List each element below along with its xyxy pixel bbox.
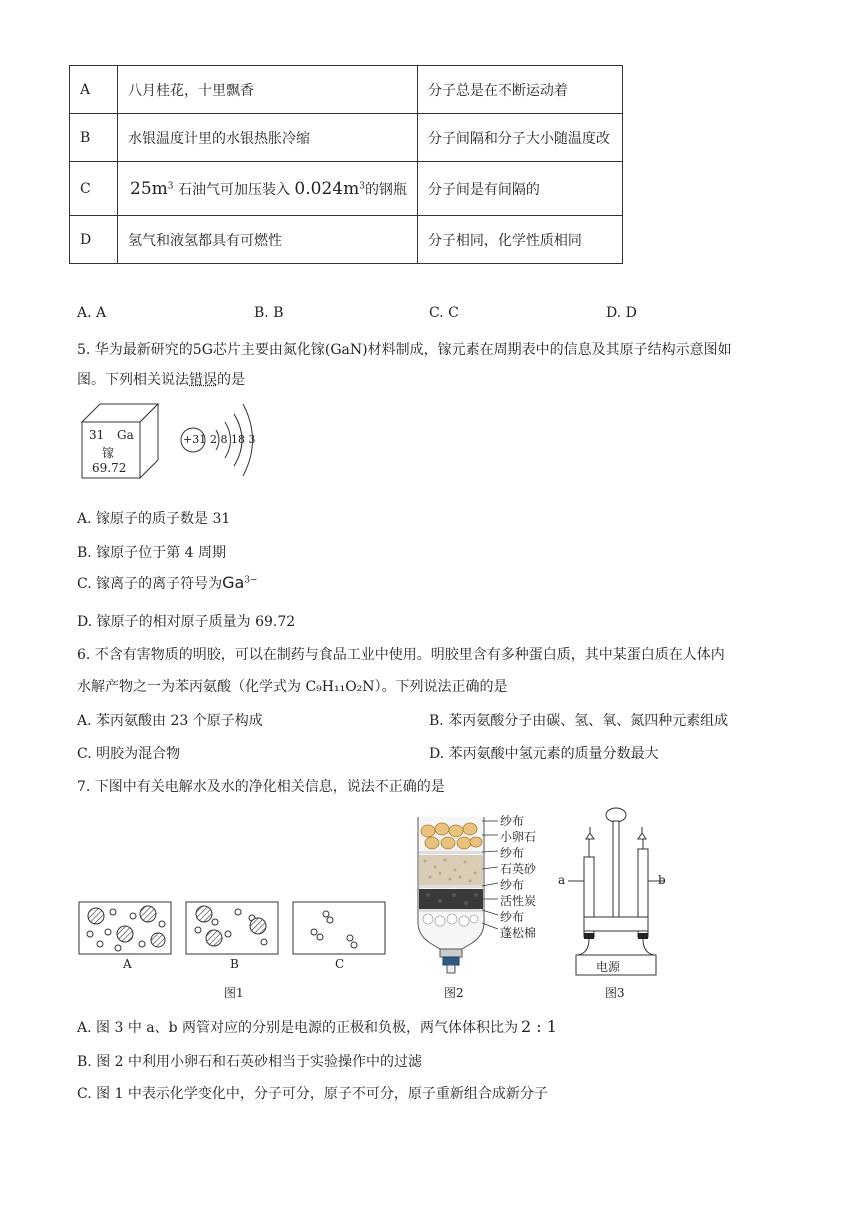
q7-option-b[interactable]: B. 图 2 中利用小卵石和石英砂相当于实验操作中的过滤: [77, 1054, 422, 1070]
figure1-label-a: A: [123, 957, 132, 971]
q7-stem: 7. 下图中有关电解水及水的净化相关信息，说法不正确的是: [77, 779, 445, 795]
row-explanation: 分子间是有间隔的: [417, 162, 622, 216]
q5-option-a[interactable]: A. 镓原子的质子数是 31: [77, 511, 231, 527]
q4-option-b[interactable]: B. B: [254, 305, 284, 321]
row-key: D: [70, 216, 118, 264]
row-phenomenon: 水银温度计里的水银热胀冷缩: [118, 114, 418, 162]
element-number: 31: [89, 428, 105, 442]
figure3-label-b: b: [658, 873, 666, 887]
row-phenomenon: 氢气和液氢都具有可燃性: [118, 216, 418, 264]
figure1-label-b: B: [230, 957, 239, 971]
atom-nucleus: +31: [183, 433, 207, 446]
table-row: [70, 216, 623, 264]
row-key: A: [70, 66, 118, 114]
q4-option-c[interactable]: C. C: [429, 305, 459, 321]
q5-option-c[interactable]: C. 镓离子的离子符号为$Ga^{3-}$: [77, 573, 258, 592]
table-row: [70, 66, 623, 114]
element-symbol: Ga: [117, 428, 134, 442]
q7-option-a[interactable]: A. 图 3 中 a、b 两管对应的分别是电源的正极和负极，两气体体积比为 2 : 1: [77, 1017, 557, 1036]
q6-option-c[interactable]: C. 明胶为混合物: [77, 746, 181, 762]
emphasis-text: 错误: [189, 372, 217, 388]
q7-option-c[interactable]: C. 图 1 中表示化学变化中，分子可分，原子不可分，原子重新组合成新分子: [77, 1086, 548, 1102]
row-explanation: 分子相同，化学性质相同: [417, 216, 622, 264]
row-key: C: [70, 162, 118, 216]
figure2-caption: 图2: [444, 986, 464, 1000]
q4-option-a[interactable]: A. A: [77, 305, 107, 321]
q6-stem-line1: 6. 不含有害物质的明胶，可以在制药与食品工业中使用。明胶里含有多种蛋白质，其中某蛋白质在人体内: [77, 647, 725, 663]
table-row: [70, 162, 623, 216]
figure1-molecules: [78, 900, 388, 956]
figure2-water-filter: [410, 815, 500, 975]
atom-shells: 2 8 18 3: [210, 433, 256, 446]
row-explanation: 分子间隔和分子大小随温度改: [417, 114, 622, 162]
figure1-label-c: C: [335, 957, 345, 971]
q5-option-b[interactable]: B. 镓原子位于第 4 周期: [77, 545, 226, 561]
answer-table: [69, 65, 623, 264]
q5-stem-line1: 5. 华为最新研究的5G芯片主要由氮化镓(GaN)材料制成，镓元素在周期表中的信息及其原子结构示意图如: [77, 342, 732, 358]
table-row: [70, 114, 623, 162]
figure3-electrolysis: [568, 805, 668, 977]
figure3-caption: 图3: [605, 986, 625, 1000]
row-key: B: [70, 114, 118, 162]
q6-option-b[interactable]: B. 苯丙氨酸分子由碳、氢、氧、氮四种元素组成: [429, 713, 729, 729]
row-explanation: 分子总是在不断运动着: [417, 66, 622, 114]
row-phenomenon: $25m^3$ 石油气可加压装入 $0.024m^3$的钢瓶: [118, 162, 418, 216]
figure1-caption: 图1: [224, 986, 244, 1000]
q6-option-a[interactable]: A. 苯丙氨酸由 23 个原子构成: [77, 713, 263, 729]
row-phenomenon: 八月桂花，十里飘香: [118, 66, 418, 114]
q6-stem-line2: 水解产物之一为苯丙氨酸（化学式为 C₉H₁₁O₂N）。下列说法正确的是: [77, 679, 508, 695]
figure2-layer-labels: 纱布 小卵石 纱布 石英砂 纱布 活性炭 纱布 蓬松棉: [500, 814, 537, 940]
q4-option-d[interactable]: D. D: [606, 305, 637, 321]
element-mass: 69.72: [92, 461, 127, 475]
figure3-label-a: a: [558, 873, 566, 887]
element-name: 镓: [102, 446, 115, 460]
figure3-power-label: 电源: [596, 960, 621, 974]
q5-option-d[interactable]: D. 镓原子的相对原子质量为 69.72: [77, 614, 296, 630]
q5-stem-line2: 图。下列相关说法错误的是: [77, 372, 245, 388]
q6-option-d[interactable]: D. 苯丙氨酸中氢元素的质量分数最大: [429, 746, 659, 762]
